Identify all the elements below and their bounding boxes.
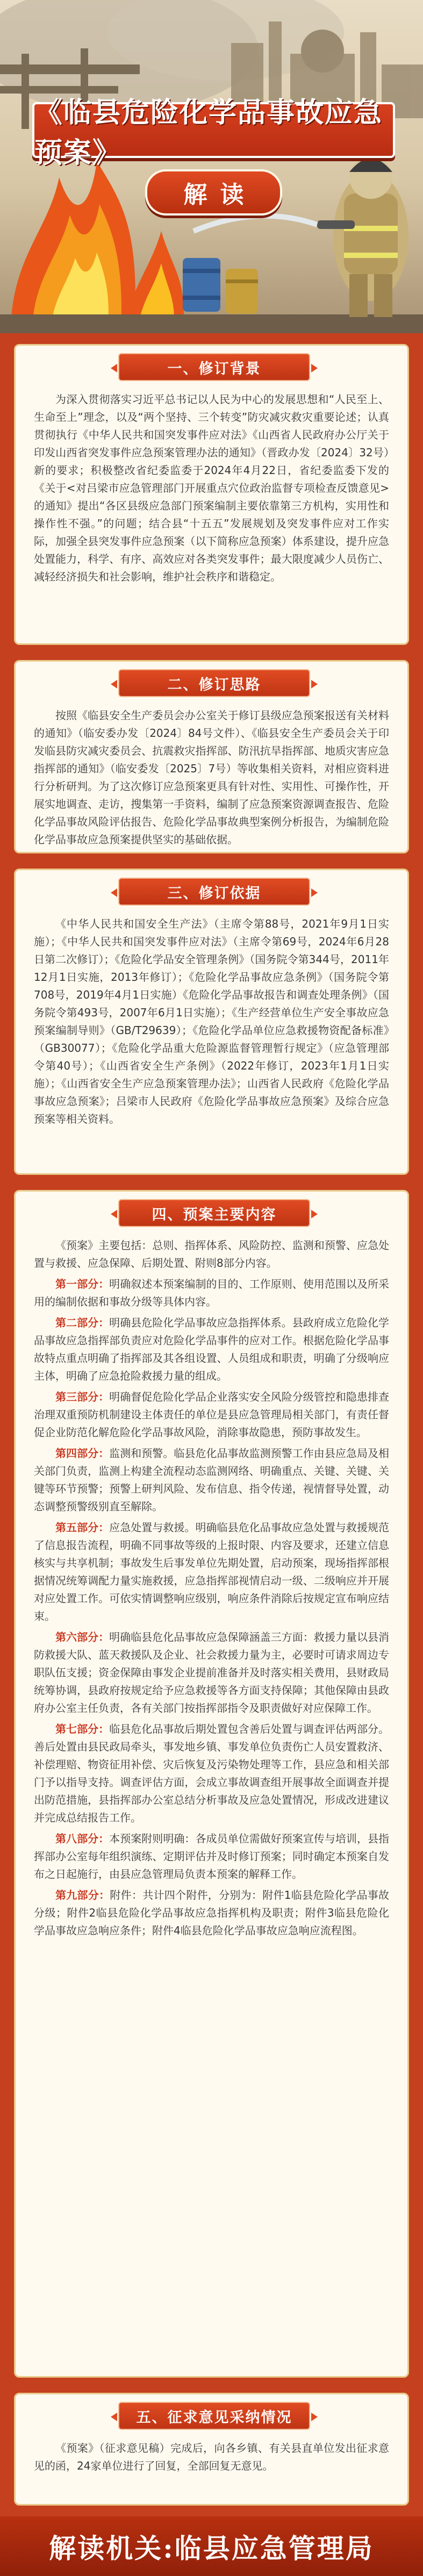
part-text: 临县危化品事故后期处置包含善后处置与调查评估两部分。善后处置由县民政局牵头，事发地乡镇、事发单位负责伤亡人员安置救济、补偿理赔、物资征用补偿、灾后恢复及污染物处理等工作，县应急和相关部门予以指导支持。调查评估方面，会成立事故调查组开展事故全面调查并提出防范措施，县指挥部办公室总结分析事故及应急处置情况，形成改进建议并完成总结报告工作。 — [34, 1723, 390, 1824]
paragraph — [34, 1720, 389, 1827]
part-text: 附件：共计四个附件，分别为：附件1临县危险化学品事故分级；附件2临县危险化学品事故应急指挥机构及职责；附件3临县危险化学品事故应急响应条件；附件4临县危险化学品事故应急响应流程图。 — [34, 1889, 390, 1937]
paragraph: 为深入贯彻落实习近平总书记以人民为中心的发展思想和“人民至上、生命至上”理念，以及“两个坚持、三个转变”防灾减灾救灾重要论述；认真贯彻执行《中华人民共和国突发事件应对法》《山西省人民政府办公厅关于印发山西省突发事件应急预案管理办法的通知》（晋政办发〔2024〕32号）新的要求；积极整改省纪委监委于2024年4月22日，省纪委监委下发的《关于<对吕梁市应急管理部门开展重点穴位政治监督专项检查反馈意见>的通知》提出“各区县级应急部门预案编制主要依靠第三方机构，实用性和操作性不强。”的问题；结合县“十五五”发展规划及突发事件应对工作实际，加强全县突发事件应急预案（以下简称应急预案）体系建设，提升应急处置能力，科学、有序、高效应对各类突发事件；最大限度减少人员伤亡、减轻经济损失和社会影响，维护社会秩序和谐稳定。 — [34, 393, 389, 583]
section-body — [34, 1237, 389, 1943]
footer-text: 解读机关:临县应急管理局 — [49, 2532, 374, 2564]
part-label: 第六部分： — [55, 1631, 110, 1644]
section-approach — [14, 660, 409, 853]
part-label: 第一部分： — [55, 1278, 110, 1290]
page-title: 《临县危险化学品事故应急预案》 — [34, 96, 383, 169]
part-label: 第三部分： — [55, 1390, 110, 1403]
section-heading — [118, 669, 310, 697]
section-body — [34, 707, 389, 852]
part-text: 明确临县危化品事故应急保障涵盖三方面：救援力量以县消防救援大队、蓝天救援队及企业、社会救援力量为主，必要时可请求周边专职队伍支援；资金保障由事发企业提前准备并及时落实相关费用，县财政局统筹协调，县政府按规定给予应急救援等各方面支持保障；其他保障由县政府办公室主任负责，各有关部门按指挥部指令及职责做好对应保障工作。 — [34, 1631, 390, 1714]
part-label: 第八部分： — [55, 1832, 110, 1845]
part-text: 《预案》主要包括：总则、指挥体系、风险防控、监测和预警、应急处置与救援、应急保障、后期处置、附则8部分内容。 — [34, 1239, 389, 1269]
section-basis — [14, 869, 409, 1175]
paragraph — [34, 1830, 389, 1883]
page-subtitle: 解读 — [183, 181, 257, 209]
paragraph: 《预案》（征求意见稿）完成后，向各乡镇、有关县直单位发出征求意见的函，24家单位进行了回复，全部回复无意见。 — [34, 2442, 389, 2472]
part-label: 第九部分： — [55, 1889, 110, 1901]
paragraph — [34, 1886, 389, 1940]
part-label: 第五部分： — [55, 1521, 110, 1534]
main-title-banner — [32, 96, 395, 169]
paragraph — [34, 1388, 389, 1441]
part-text: 明确督促危险化学品企业落实安全风险分级管控和隐患排查治理双重预防机制建设主体责任的单位是县应急管理局相关部门，有责任督促企业防范化解危险化学品事故风险，消除事故隐患，预防事故发生。 — [34, 1390, 390, 1439]
section-heading-text: 三、修订依据 — [167, 885, 261, 902]
paragraph — [34, 1628, 389, 1717]
paragraph — [34, 1314, 389, 1385]
paragraph — [34, 1275, 389, 1311]
part-text: 应急处置与救援。明确临县危化品事故应急处置与救援规范了信息报告流程，明确不同事故等级的上报时限、内容及要求，还建立信息核实与共享机制；事故发生后事发单位先期处置，启动预案，现场指挥部根据情况统筹调配力量实施救援，应急指挥部视情启动一级、二级响应并开展对应处置工作。可依实情调整响应级别，响应条件消除后按规定宣布响应结束。 — [34, 1521, 390, 1623]
section-heading — [118, 353, 310, 381]
section-feedback — [14, 2393, 409, 2506]
paragraph: 按照《临县安全生产委员会办公室关于修订县级应急预案报送有关材料的通知》（临安委办发〔2024〕84号文件）、《临县安全生产委员会关于印发临县防灾减灾委员会、抗震救灾指挥部、防汛抗旱指挥部、地质灾害应急指挥部的通知》（临安委发〔2025〕7号）等收集相关资料，对相应资料进行分析研判。为了这次修订应急预案更具有针对性、实用性、可操作性，开展实地调查、走访，搜集第一手资料，编制了应急预案资源调查报告、危险化学品事故风险评估报告、危险化学品事故典型案例分析报告，为编制危险化学品事故应急预案提供坚实的基础依据。 — [34, 709, 389, 846]
section-body — [34, 391, 389, 589]
paragraph — [34, 1445, 389, 1516]
subtitle-banner — [145, 169, 282, 216]
section-main-content — [14, 1190, 409, 2378]
section-heading — [118, 878, 310, 906]
part-text: 监测和预警。临县危化品事故监测预警工作由县应急局及相关部门负责，监测上构建全流程动态监测网络、明确重点、关键、关键、关键等环节预警；预警上研判风险、发布信息、指令传递，视情督导处置，动态调整预警级别直至解除。 — [34, 1447, 390, 1513]
section-heading-text: 一、修订背景 — [167, 360, 261, 377]
firefighter-icon — [317, 156, 408, 317]
barrel-icon — [183, 258, 258, 314]
paragraph — [34, 1519, 389, 1625]
part-text: 明确县危险化学品事故应急指挥体系。县政府成立危险化学品事故应急指挥部负责应对危险化学品事件的应对工作。根据危险化学品事故特点重点明确了指挥部及其各组设置、人员组成和职责，明确了分级响应主体，明确了应急抢险救援力量的组成。 — [34, 1316, 390, 1382]
section-background — [14, 344, 409, 645]
hero-banner — [0, 0, 423, 333]
part-label: 第四部分： — [55, 1447, 110, 1460]
part-label: 第七部分： — [55, 1723, 110, 1735]
section-body — [34, 2439, 389, 2478]
footer-banner — [0, 2516, 423, 2576]
section-heading-text: 四、预案主要内容 — [152, 1206, 277, 1223]
section-heading — [118, 2402, 310, 2430]
section-body — [34, 915, 389, 1131]
section-heading — [118, 1199, 310, 1227]
part-text: 本预案附则明确：各成员单位需做好预案宣传与培训，县指挥部办公室每年组织演练、定期评估并及时修订预案；同时确定本预案自发布之日起施行，由县应急管理局负责本预案的解释工作。 — [34, 1832, 390, 1881]
part-label: 第二部分： — [55, 1316, 110, 1329]
paragraph — [34, 1237, 389, 1272]
section-heading-text: 五、征求意见采纳情况 — [136, 2409, 292, 2426]
part-text: 明确叙述本预案编制的目的、工作原则、使用范围以及所采用的编制依据和事故分级等具体内容。 — [34, 1278, 390, 1308]
section-heading-text: 二、修订思路 — [167, 676, 261, 693]
paragraph: 《中华人民共和国安全生产法》（主席令第88号，2021年9月1日实施）；《中华人民共和国突发事件应对法》（主席令第69号，2024年6月28日第二次修订）；《危险化学品安全管理条例》（国务院令第344号，2011年12月1日实施，2013年修订）；《危险化学品事故应急条例》（国务院令第708号，2019年4月1日实施）《危险化学品事故报告和调查处理条例》（国务院令第493号，2007年6月1日实施）；《生产经营单位生产安全事故应急预案编制导则》（GB/T29639）；《危险化学品单位应急救援物资配备标准》（GB30077）；《危险化学品重大危险源监督管理暂行规定》（应急管理部令第40号）；《山西省安全生产条例》（2022年修订，2023年1月1日实施）；《山西省安全生产应急预案管理办法》；山西省人民政府《危险化学品事故应急预案》；吕梁市人民政府《危险化学品事故应急预案》及综合应急预案等相关资料。 — [34, 917, 389, 1125]
